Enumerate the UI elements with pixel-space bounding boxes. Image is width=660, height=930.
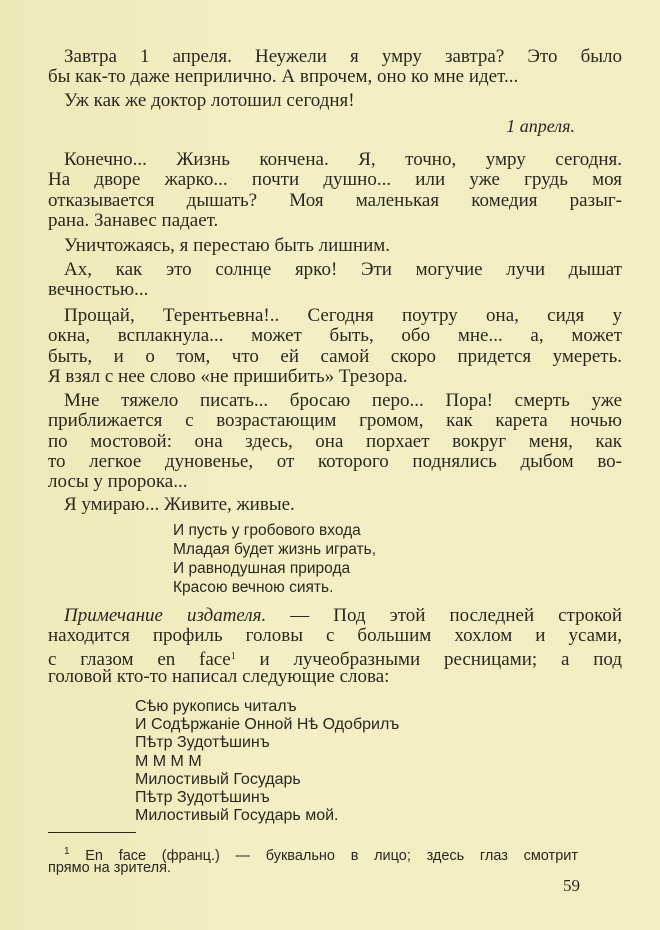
- text-line: Конечно... Жизнь кончена. Я, точно, умру сегодня.: [64, 149, 622, 170]
- text-line: Ах, как это солнце ярко! Эти могучие лучи дышат: [64, 259, 622, 280]
- text-line: Мне тяжело писать... бросаю перо... Пора! смерть уже: [64, 390, 622, 411]
- text-line: приближается с возрастающим громом, как карета ночью: [48, 410, 622, 432]
- inscription-line: И Содѣржаніе Онной Нѣ Одобрилъ: [135, 716, 400, 734]
- paragraph: [48, 47, 622, 88]
- poem-line: И пусть у гробового входа: [173, 522, 361, 539]
- poem-line: И равнодушная природа: [173, 560, 351, 577]
- note-text: с глазом en face: [48, 648, 231, 670]
- poem-line: Младая будет жизнь играть,: [173, 541, 377, 558]
- footnote-divider: [48, 832, 136, 833]
- text-line: быть, и о том, что ей самой скоро придется умереть.: [48, 345, 622, 367]
- inscription-line: М М М М: [135, 752, 202, 770]
- inscription-line: Сѣю рукопись читалъ: [135, 698, 297, 715]
- page-number: 59: [563, 876, 580, 895]
- inscription-line: Пѣтр Зудотѣшинъ: [135, 734, 270, 752]
- text-line: Я взял с нее слово «не пришибить» Трезора.: [48, 365, 408, 387]
- footnote: [48, 843, 578, 877]
- note-line: [48, 606, 622, 626]
- note-line: находится профиль головы с большим хохлом и усами,: [48, 625, 622, 647]
- paragraph: [48, 260, 622, 301]
- text-line: лосы у пророка...: [48, 471, 188, 493]
- paragraph: [48, 150, 622, 231]
- text-line: Я умираю... Живите, живые.: [64, 494, 295, 515]
- text-line: Уж как же доктор лотошил сегодня!: [64, 90, 355, 111]
- poem-quote: [173, 521, 376, 597]
- footnote-text: En face (франц.) — буквально в лицо; здесь глаз смотрит: [85, 848, 579, 864]
- text-line: по мостовой: она здесь, она порхает вокруг меня, как: [48, 430, 622, 452]
- paragraph: [48, 391, 622, 492]
- inscription-line: Милостивый Государь: [135, 770, 301, 788]
- footnote-line: прямо на зрителя.: [48, 860, 171, 876]
- text-line: то легкое дуновенье, от которого поднялись дыбом во-: [48, 450, 622, 472]
- text-line: На дворе жарко... почти душно... или уже грудь моя: [48, 169, 622, 191]
- handwritten-inscription: [135, 698, 399, 825]
- text-line: Завтра 1 апреля. Неужели я умру завтра? Это было: [64, 46, 622, 67]
- footnote-mark: 1: [64, 846, 70, 857]
- inscription-line: Пѣтр Зудотѣшинъ: [135, 789, 270, 807]
- note-line: [48, 647, 622, 670]
- publisher-note: [48, 606, 622, 687]
- text-line: бы как-то даже неприлично. А впрочем, оно ко мне идет...: [48, 66, 519, 88]
- text-line: Прощай, Терентьевна!.. Сегодня поутру она, сидя у: [64, 305, 622, 326]
- footnote-ref[interactable]: 1: [230, 650, 236, 662]
- paragraph: [48, 236, 622, 256]
- text-line: вечностью...: [48, 279, 149, 301]
- note-text: — Под этой последней строкой: [290, 605, 623, 626]
- footnote-line: [48, 843, 579, 864]
- paragraph: [48, 91, 622, 111]
- date-heading: 1 апреля.: [506, 116, 575, 136]
- note-text: и лучеобразными ресницами; а под: [235, 648, 622, 670]
- text-line: отказывается дышать? Моя маленькая комедия разыг-: [48, 189, 622, 211]
- paragraph: [48, 495, 622, 515]
- note-label: Примечание издателя.: [64, 605, 267, 626]
- inscription-line: Милостивый Государь мой.: [135, 807, 339, 825]
- note-line: головой кто-то написал следующие слова:: [48, 665, 390, 687]
- poem-line: Красою вечною сиять.: [173, 579, 334, 596]
- text-line: Уничтожаясь, я перестаю быть лишним.: [64, 235, 391, 256]
- text-line: окна, всплакнула... может быть, обо мне... а, может: [48, 325, 622, 347]
- text-line: рана. Занавес падает.: [48, 209, 219, 231]
- paragraph: [48, 306, 622, 387]
